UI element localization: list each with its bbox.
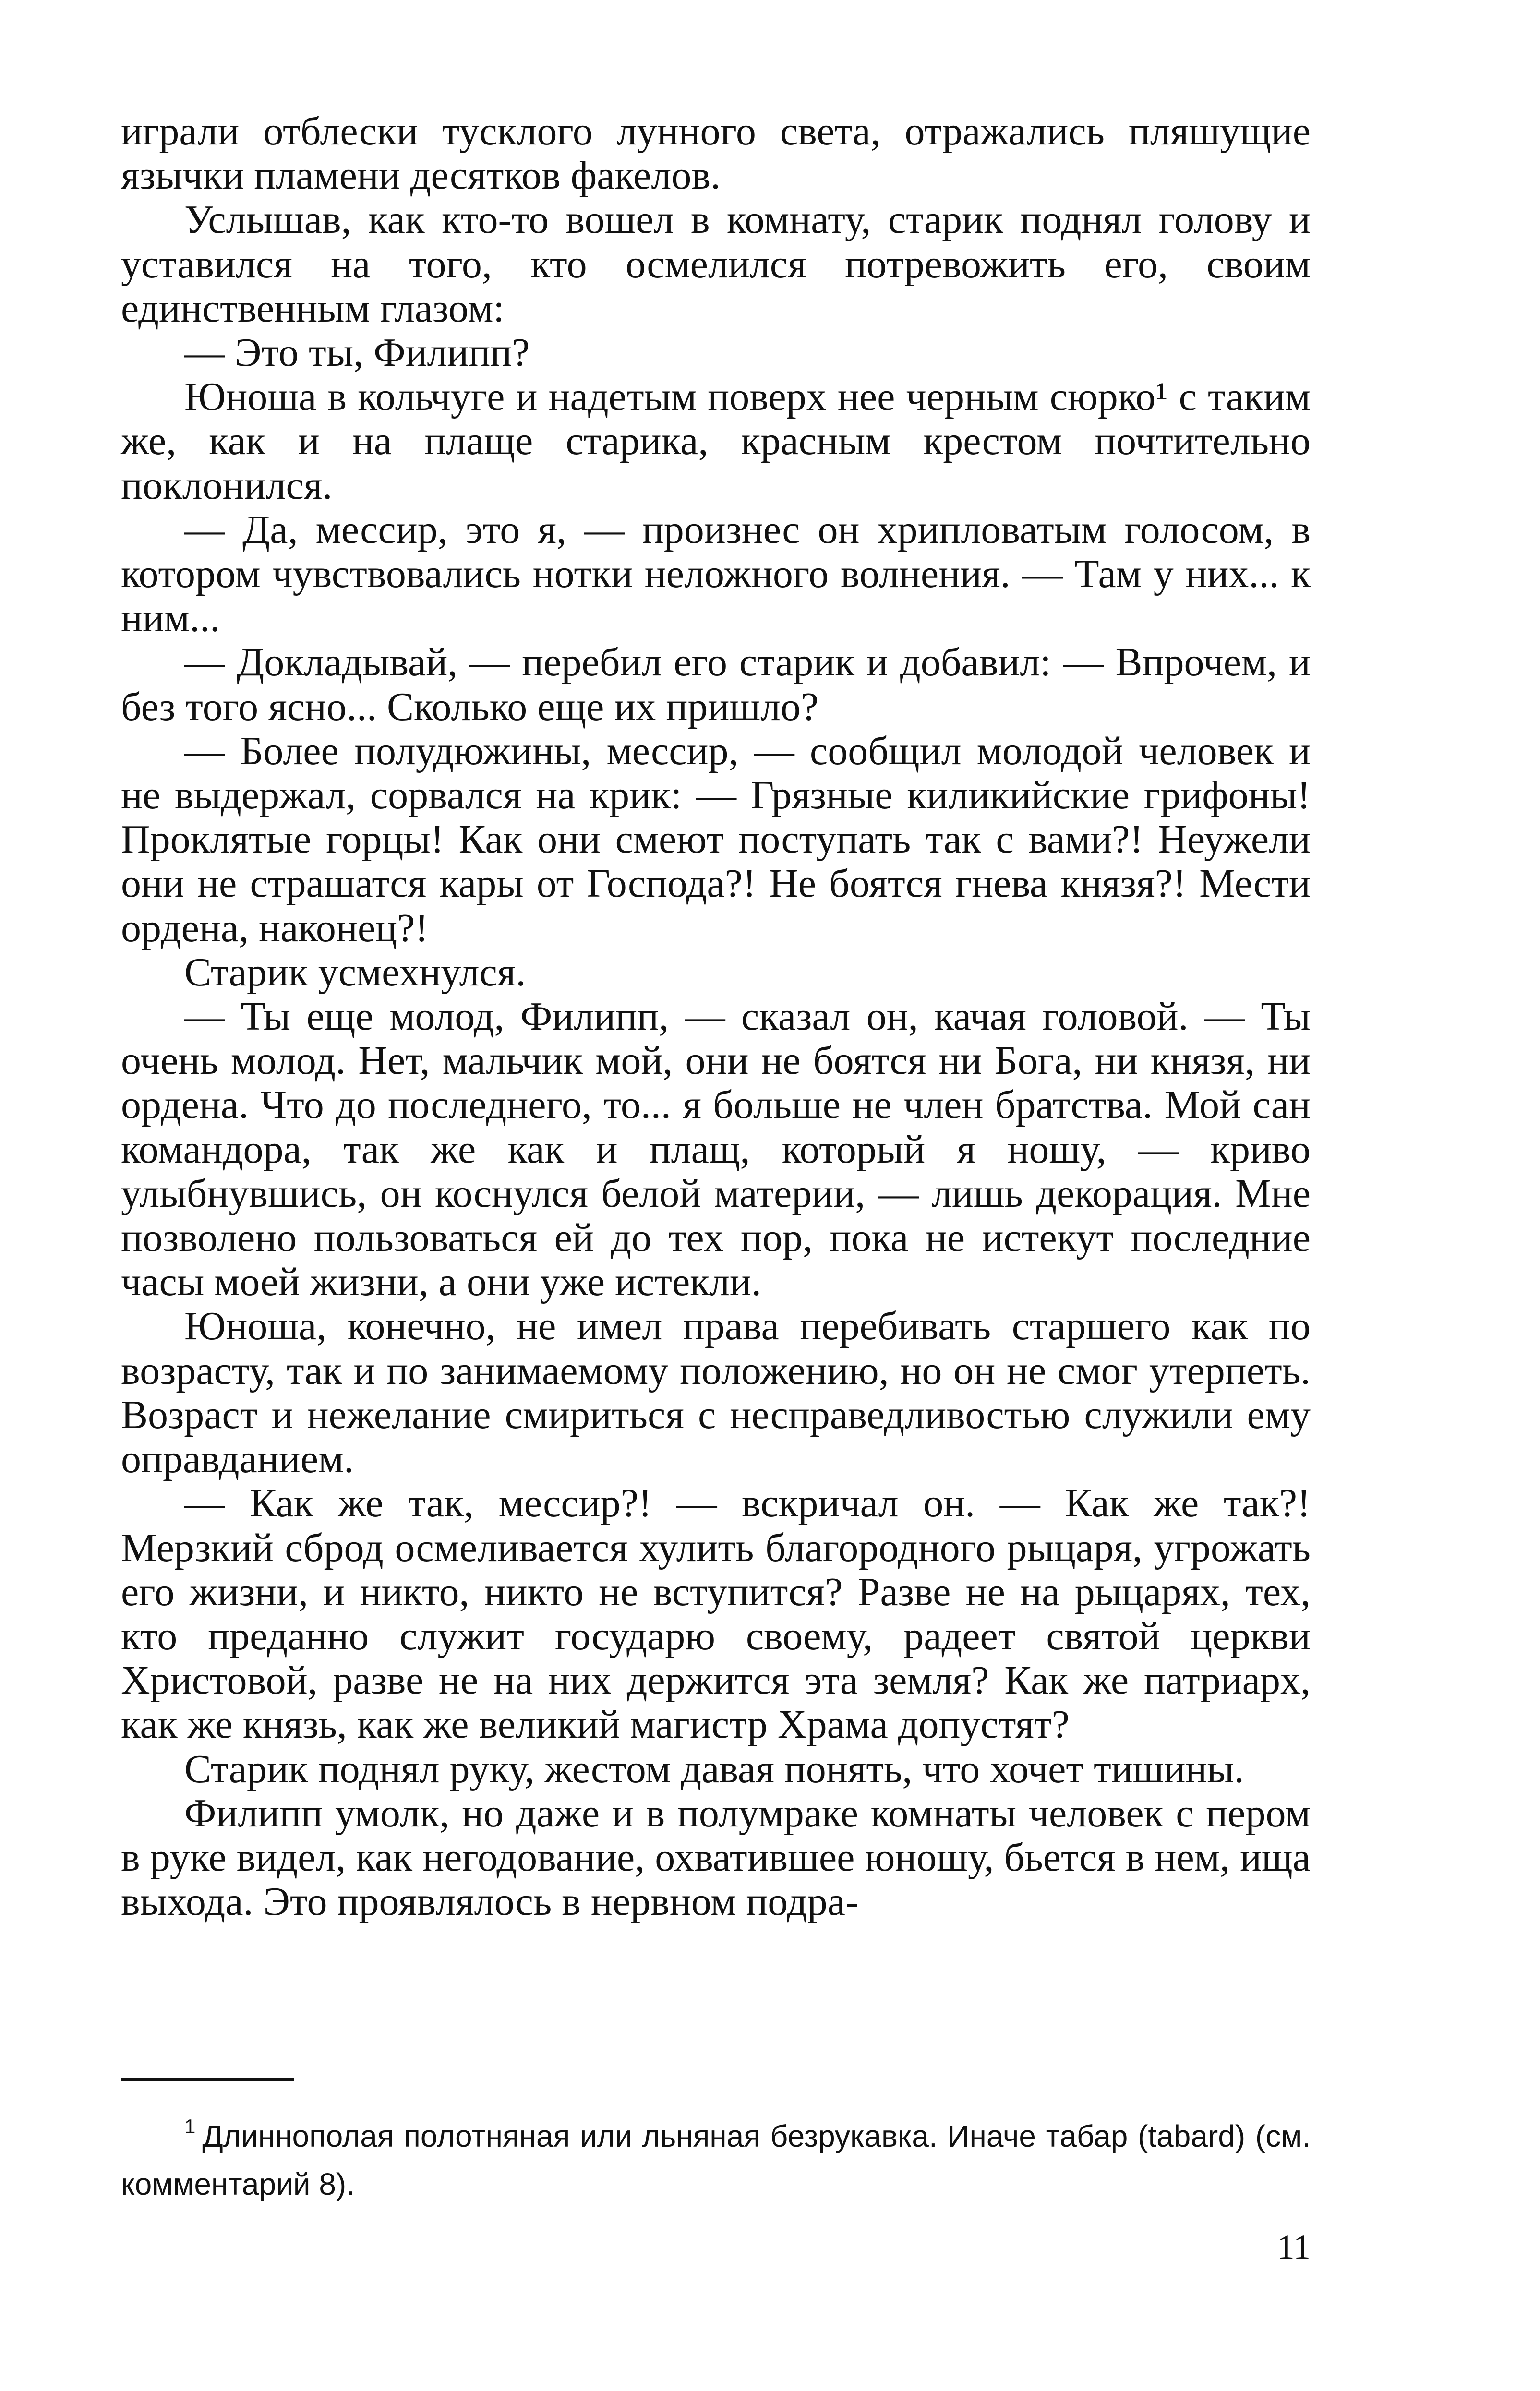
dialogue-line: — Докладывай, — перебил его старик и добавил: — Впрочем, и без того ясно... Сколько еще их пришло? — [121, 640, 1311, 729]
dialogue-line: — Да, мессир, это я, — произнес он хрипловатым голосом, в котором чувствовались нотки неложного волнения. — Там у них... к ним... — [121, 507, 1311, 641]
paragraph: Юноша, конечно, не имел права перебивать старшего как по возрасту, так и по занимаемому положению, но он не смог утерпеть. Возраст и нежелание смириться с несправедливостью служили ему оправданием. — [121, 1304, 1311, 1482]
paragraph: Старик усмехнулся. — [184, 949, 526, 995]
footnote-marker: 1 — [184, 2115, 196, 2138]
dialogue-line: — Ты еще молод, Филипп, — сказал он, качая головой. — Ты очень молод. Нет, мальчик мой, они не боятся ни Бога, ни князя, ни ордена. Что до последнего, то... я больше не член братства. Мой сан командора, так же как и плащ, который я ношу, — криво улыбнувшись, он коснулся белой материи, — лишь декорация. Мне позволено пользоваться ей до тех пор, пока не истекут последние часы моей жизни, а они уже истекли. — [121, 994, 1311, 1305]
dialogue-line: — Это ты, Филипп? — [184, 330, 530, 375]
page-number: 11 — [1277, 2228, 1311, 2266]
footnote-text: Длиннополая полотняная или льняная безрукавка. Иначе табар (tabard) (см. комментарий 8). — [121, 2119, 1311, 2201]
paragraph: Филипп умолк, но даже и в полумраке комнаты человек с пером в руке видел, как негодование, охватившее юношу, бьется в нем, ища выхода. Это проявлялось в нервном подра- — [121, 1790, 1311, 1924]
dialogue-line: — Более полудюжины, мессир, — сообщил молодой человек и не выдержал, сорвался на крик: — Грязные киликийские грифоны! Проклятые горцы! Как они смеют поступать так с вами?! Неужели они не страшатся кары от Господа?! Не боятся гнева князя?! Мести ордена, наконец?! — [121, 728, 1311, 950]
footnote-divider — [121, 2078, 294, 2081]
footnote — [121, 2103, 1311, 2208]
paragraph: Юноша в кольчуге и надетым поверх нее черным сюрко¹ с таким же, как и на плаще старика, красным крестом почтительно поклонился. — [121, 374, 1311, 508]
paragraph: играли отблески тусклого лунного света, отражались пляшущие язычки пламени десятков факелов. — [121, 109, 1311, 198]
paragraph: Услышав, как кто-то вошел в комнату, старик поднял голову и уставился на того, кто осмелился потревожить его, своим единственным глазом: — [121, 197, 1311, 331]
dialogue-line: — Как же так, мессир?! — вскричал он. — Как же так?! Мерзкий сброд осмеливается хулить благородного рыцаря, угрожать его жизни, и никто, никто не вступится? Разве не на рыцарях, тех, кто преданно служит государю своему, радеет святой церкви Христовой, разве не на них держится эта земля? Как же патриарх, как же князь, как же великий магистр Храма допустят? — [121, 1481, 1311, 1747]
page-body — [121, 109, 1311, 1924]
paragraph: Старик поднял руку, жестом давая понять, что хочет тишины. — [184, 1746, 1244, 1791]
